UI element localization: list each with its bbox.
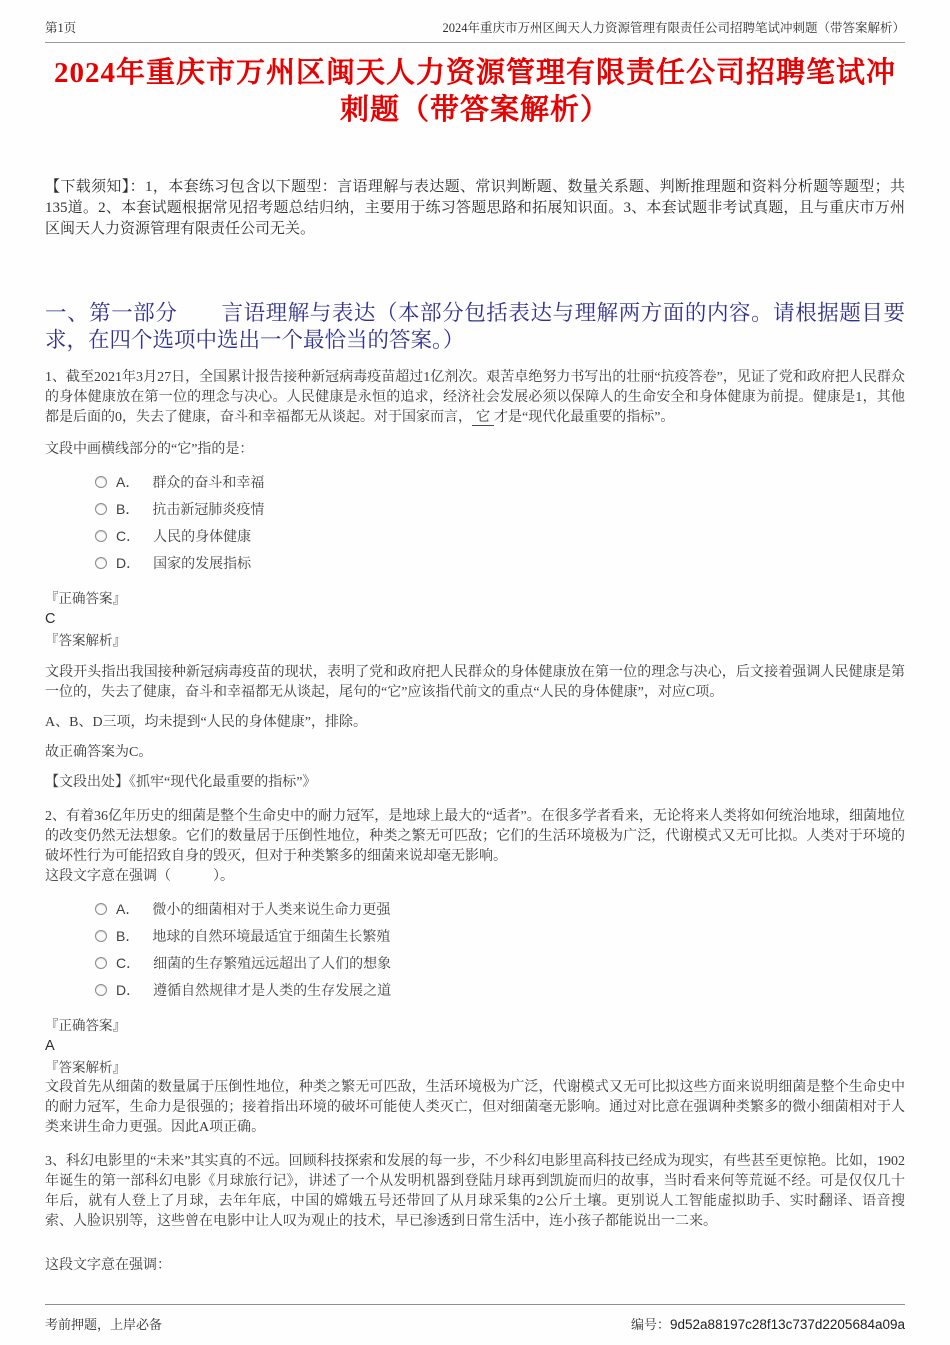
radio-button[interactable]: [95, 557, 107, 569]
source-line: 【文段出处】《抓牢“现代化最重要的指标”》: [45, 775, 317, 790]
question-1-options: [95, 468, 905, 576]
answer-block: [45, 1015, 905, 1078]
option-letter: A．: [116, 473, 140, 490]
radio-button[interactable]: [95, 930, 107, 942]
question-block-3: [45, 1152, 905, 1276]
footer-slogan: 考前押题，上岸必备: [45, 1317, 163, 1332]
footer-code-label: 编号：: [631, 1317, 671, 1332]
option-text: 人民的身体健康: [153, 529, 252, 545]
answer-block: [45, 588, 905, 651]
correct-answer-value: A: [45, 1038, 55, 1054]
stem-underlined-word: 它: [472, 410, 494, 426]
option-row-b[interactable]: [95, 495, 905, 522]
option-row-b[interactable]: [95, 922, 905, 949]
page-footer: [45, 1304, 905, 1333]
question-2-stem: 2、有着36亿年历史的细菌是整个生命史中的耐力冠军，是地球上最大的“适者”。在很多学者看来，无论将来人类将如何统治地球，细菌地位的改变仍然无法想象。它们的数量居于压倒性地位，种类之繁无可匹敌；它们的生活环境极为广泛，代谢模式又无可比拟。人类对于环境的破坏性行为可能招致自身的毁灭，但对于种类繁多的细菌来说却毫无影响。: [45, 809, 905, 864]
correct-answer-value: C: [45, 611, 56, 627]
option-letter: C．: [116, 954, 141, 971]
analysis-paragraph: 文段首先从细菌的数量属于压倒性地位，种类之繁无可匹敌，生活环境极为广泛，代谢模式又无可比拟这些方面来说明细菌是整个生命史中的耐力冠军，生命力是很强的；接着指出环境的破坏可能使人类灭亡，但对细菌毫无影响。通过对比意在强调种类繁多的微小细菌相对于人类来讲生命力更强。因此A项正确。: [45, 1080, 905, 1135]
analysis-label: 『答案解析』: [45, 1060, 126, 1075]
footer-code-value: 9d52a88197c28f13c737d2205684a09a: [670, 1317, 905, 1332]
option-row-a[interactable]: [95, 895, 905, 922]
question-block-1: [45, 368, 905, 793]
analysis-paragraph: 文段开头指出我国接种新冠病毒疫苗的现状，表明了党和政府把人民群众的身体健康放在第一位的理念与决心，后文接着强调人民健康是第一位的，失去了健康，奋斗和幸福都无从谈起，尾句的“它”应该指代前文的重点“人民的身体健康”，对应C项。: [45, 665, 905, 700]
option-letter: D．: [116, 554, 141, 571]
radio-button[interactable]: [95, 530, 107, 542]
analysis-label: 『答案解析』: [45, 633, 126, 648]
option-text: 抗击新冠肺炎疫情: [152, 502, 265, 518]
option-letter: B．: [116, 927, 140, 944]
question-1-stem: [45, 368, 905, 428]
option-text: 群众的奋斗和幸福: [152, 475, 265, 491]
stem-text-after: 才是“现代化最重要的指标”。: [494, 410, 675, 425]
analysis-conclusion: 故正确答案为C。: [45, 745, 153, 760]
option-row-c[interactable]: [95, 522, 905, 549]
footer-code: [631, 1314, 905, 1333]
radio-button[interactable]: [95, 957, 107, 969]
option-letter: B．: [116, 500, 140, 517]
radio-button[interactable]: [95, 503, 107, 515]
radio-button[interactable]: [95, 984, 107, 996]
header-doc-title: 2024年重庆市万州区闽天人力资源管理有限责任公司招聘笔试冲刺题（带答案解析）: [442, 21, 905, 35]
correct-answer-label: 『正确答案』: [45, 591, 126, 606]
option-letter: C．: [116, 527, 141, 544]
question-1-prompt: 文段中画横线部分的“它”指的是：: [45, 442, 254, 457]
section-heading: 一、第一部分 言语理解与表达（本部分包括表达与理解两方面的内容。请根据题目要求，在四个选项中选出一个最恰当的答案。）: [45, 301, 905, 352]
main-title: 2024年重庆市万州区闽天人力资源管理有限责任公司招聘笔试冲刺题（带答案解析）: [53, 57, 896, 126]
stem-text-before: 1、截至2021年3月27日，全国累计报告接种新冠病毒疫苗超过1亿剂次。艰苦卓绝努力书写出的壮丽“抗疫答卷”，见证了党和政府把人民群众的身体健康放在第一位的理念与决心。人民健康是永恒的追求，经济社会发展必须以保障人的生命安全和身体健康为前提。健康是1，其他都是后面的0，失去了健康，奋斗和幸福都无从谈起。对于国家而言，: [45, 370, 905, 425]
question-2-prompt: 这段文字意在强调（ ）。: [45, 869, 234, 884]
question-3-stem: 3、科幻电影里的“未来”其实真的不远。回顾科技探索和发展的每一步，不少科幻电影里高科技已经成为现实，有些甚至更惊艳。比如，1902年诞生的第一部科幻电影《月球旅行记》，讲述了一个从发明机器到登陆月球再到凯旋而归的故事，当时看来何等荒诞不经。可是仅仅几十年后，就有人登上了月球，去年年底，中国的嫦娥五号还带回了从月球采集的2公斤土壤。更别说人工智能虚拟助手、实时翻译、语音搜索、人脸识别等，这些曾在电影中让人叹为观止的技术，早已渗透到日常生活中，连小孩子都能说出一二来。: [45, 1154, 905, 1229]
option-text: 地球的自然环境最适宜于细菌生长繁殖: [152, 929, 391, 945]
option-letter: A．: [116, 900, 140, 917]
option-row-a[interactable]: [95, 468, 905, 495]
option-text: 细菌的生存繁殖远远超出了人们的想象: [153, 956, 392, 972]
question-block-2: [45, 807, 905, 1138]
option-row-d[interactable]: [95, 549, 905, 576]
option-letter: D．: [116, 981, 141, 998]
radio-button[interactable]: [95, 476, 107, 488]
question-2-options: [95, 895, 905, 1003]
download-notice: 【下载须知】：1，本套练习包含以下题型：言语理解与表达题、常识判断题、数量关系题、判断推理题和资料分析题等题型；共135道。2、本套试题根据常见招考题总结归纳，主要用于练习答题思路和拓展知识面。3、本套试题非考试真题，且与重庆市万州区闽天人力资源管理有限责任公司无关。: [45, 179, 905, 237]
header-page-number: 第1页: [45, 21, 77, 35]
question-3-prompt: 这段文字意在强调：: [45, 1258, 171, 1273]
option-row-d[interactable]: [95, 976, 905, 1003]
analysis-paragraph: A、B、D三项，均未提到“人民的身体健康”，排除。: [45, 715, 367, 730]
option-text: 微小的细菌相对于人类来说生命力更强: [152, 902, 391, 918]
option-text: 遵循自然规律才是人类的生存发展之道: [153, 983, 392, 999]
page-header: [45, 0, 905, 43]
option-text: 国家的发展指标: [153, 556, 252, 572]
correct-answer-label: 『正确答案』: [45, 1018, 126, 1033]
radio-button[interactable]: [95, 903, 107, 915]
option-row-c[interactable]: [95, 949, 905, 976]
